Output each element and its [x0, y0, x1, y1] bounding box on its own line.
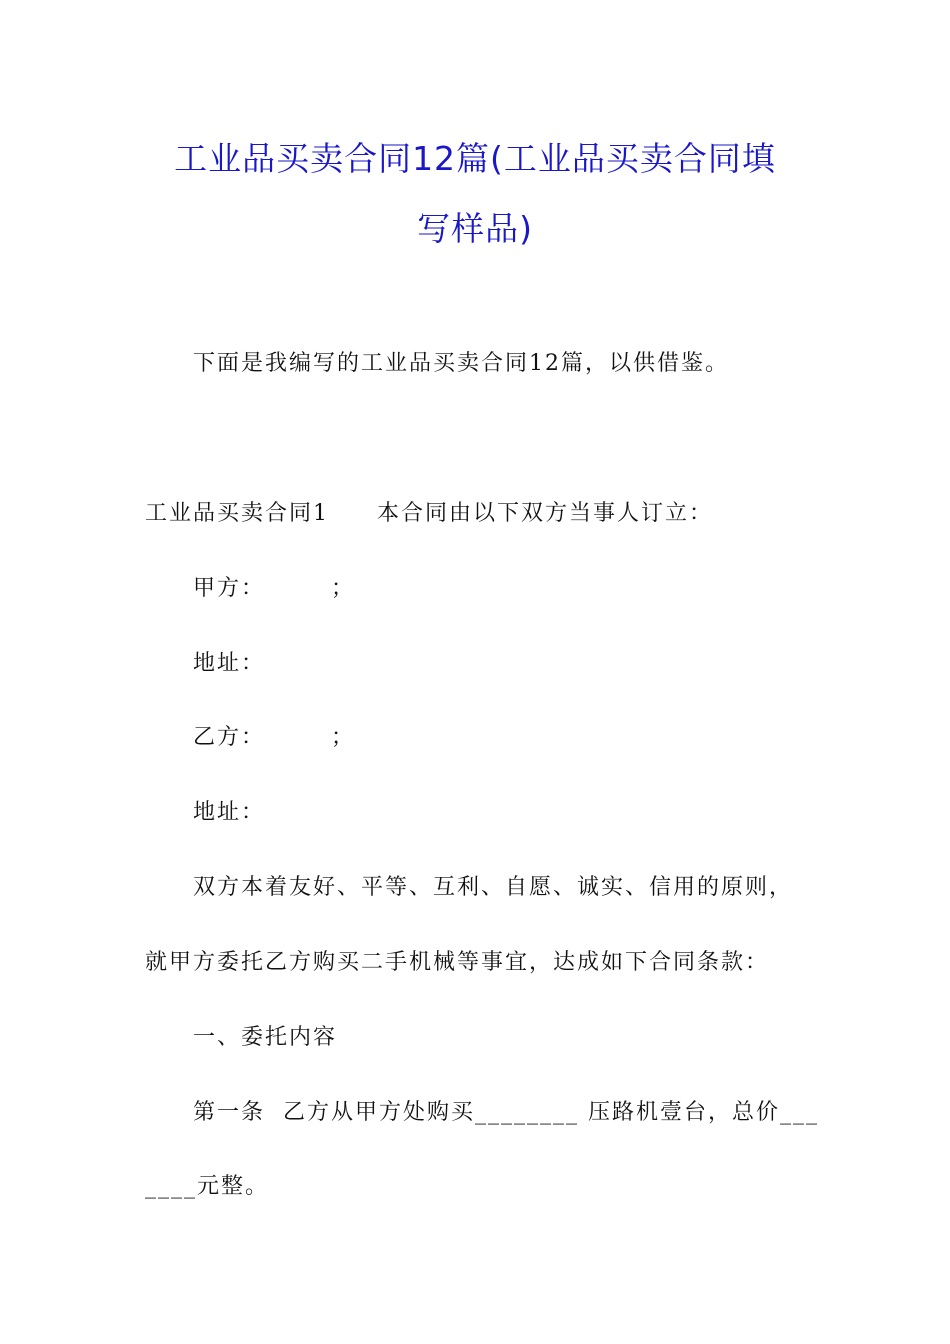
clause-heading: 一、委托内容: [193, 1025, 338, 1050]
party-b-label: 乙方：: [193, 725, 266, 750]
section-heading-row: [145, 496, 713, 527]
article-1-line-1: 第一条 乙方从甲方处购买________ 压路机壹台，总价___: [193, 1100, 819, 1125]
party-b-row: [193, 720, 355, 751]
address-row-1: 地址：: [193, 651, 266, 676]
party-b-end: ；: [331, 725, 356, 750]
principle-line-2: 就甲方委托乙方购买二手机械等事宜，达成如下合同条款：: [145, 950, 770, 975]
party-a-row: [193, 571, 355, 602]
document-title-line-1: 工业品买卖合同12篇(工业品买卖合同填: [174, 139, 776, 178]
address-row-2: 地址：: [193, 800, 266, 825]
article-1-line-2: ____元整。: [145, 1174, 270, 1199]
party-a-label: 甲方：: [193, 576, 266, 601]
section-opening: 本合同由以下双方当事人订立：: [377, 501, 714, 526]
principle-line-1: 双方本着友好、平等、互利、自愿、诚实、信用的原则，: [193, 875, 794, 900]
party-a-end: ；: [331, 576, 356, 601]
section-heading: 工业品买卖合同1: [145, 501, 329, 526]
intro-paragraph: 下面是我编写的工业品买卖合同12篇，以供借鉴。: [193, 351, 729, 376]
document-title-line-2: 写样品): [417, 209, 533, 248]
